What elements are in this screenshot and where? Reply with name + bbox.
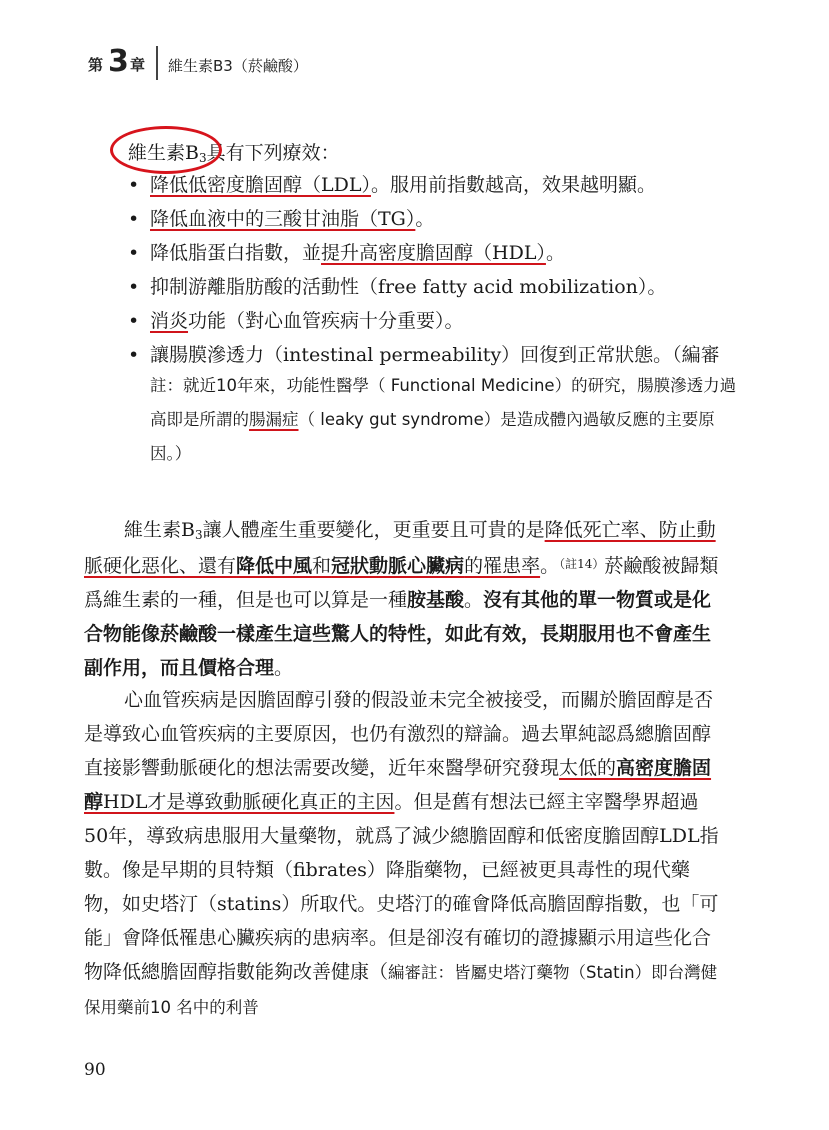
bullet-dot: • — [128, 208, 140, 230]
chapter-prefix: 第 — [88, 56, 104, 74]
benefit-text: 功能（對心血管疾病十分重要）。 — [188, 310, 464, 332]
p1-u1: 降低死亡率、防止動脈硬化惡化、還有 — [84, 519, 716, 577]
paragraph-1 — [84, 513, 720, 685]
bullet-dot: • — [128, 310, 140, 332]
benefit-text: 抑制游離脂肪酸的活動性（free fatty acid mobilization）。 — [150, 276, 667, 298]
p2-s2: 。但是舊有想法已經主宰醫學界超過50年，導致病患服用大量藥物，就爲了減少總膽固醇和低密度膽固醇LDL指數。像是早期的貝特類（fibrates）降脂藥物，已經被更具毒性的現代藥物，如史塔汀（statins）所取代。史塔汀的確會降低高膽固醇指數，也「可能」會降低罹患心臟疾病的患病率。但是卻沒有確切的證據顯示用這些化合物降低總膽固醇指數能夠改善健康（ — [84, 791, 719, 983]
benefit-text: 提升高密度膽固醇（HDL） — [321, 242, 546, 264]
p2-ub1: 高密度膽固醇 — [84, 757, 712, 813]
benefit-text: 。 — [545, 242, 565, 264]
benefit-item — [128, 171, 738, 205]
p2-s1: 心血管疾病是因膽固醇引發的假設並未完全被接受，而關於膽固醇是否是導致心血管疾病的主要原因，也仍有激烈的辯論。過去單純認爲總膽固醇直接影響動脈硬化的想法需要改變，近年來醫學研究發現 — [84, 689, 714, 779]
p1-s5: 。 — [464, 589, 484, 611]
p1-b1: 降低中風 — [236, 555, 313, 577]
page-number: 90 — [84, 1060, 106, 1080]
p2-u2: HDL才是導致動脈硬化真正的主因 — [103, 791, 395, 813]
p1-s1: 維生素B — [124, 519, 195, 541]
chapter-title: 維生素B3（菸鹼酸） — [168, 57, 308, 75]
header-divider — [156, 46, 158, 80]
intro-subscript: 3 — [198, 151, 207, 165]
bullet-dot: • — [128, 344, 140, 366]
benefit-text: 降低脂蛋白指數，並 — [150, 242, 322, 264]
bullet-dot: • — [128, 276, 140, 298]
chapter-number: 3 — [108, 44, 129, 79]
note-text: （ leaky gut syndrome）是造成體內過敏反應的主要原因。） — [150, 410, 715, 463]
note-text: 腸漏症 — [249, 410, 299, 429]
editor-note — [150, 369, 738, 471]
p1-s6: 。 — [274, 657, 294, 679]
p1-u3: 的罹患率 — [464, 555, 541, 577]
p2-u1: 太低的 — [559, 757, 617, 779]
benefit-text: 。服用前指數越高，效果越明顯。 — [370, 174, 656, 196]
intro-rest: 具有下列療效： — [206, 142, 340, 164]
benefit-item — [128, 307, 738, 341]
red-circle-annotation — [110, 126, 222, 174]
chapter-suffix: 章 — [130, 56, 146, 74]
benefit-text: 降低血液中的三酸甘油脂（TG） — [150, 208, 416, 230]
p1-b3: 胺基酸 — [407, 589, 465, 611]
benefit-text: 讓腸膜滲透力（intestinal permeability）回復到正常狀態。（編審 — [150, 344, 720, 366]
p1-u2: 和 — [312, 555, 332, 577]
intro-vitamin: 維生素B — [128, 142, 199, 164]
benefits-list — [128, 171, 738, 471]
bullet-dot: • — [128, 174, 140, 196]
benefit-item — [128, 239, 738, 273]
benefit-item — [128, 205, 738, 239]
paragraph-2 — [84, 683, 720, 1025]
p1-s4: 菸鹼酸被歸類爲維生素的一種，但是也可以算是一種 — [84, 555, 719, 611]
p1-b2: 冠狀動脈心臟病 — [331, 555, 465, 577]
benefit-item — [128, 273, 738, 307]
benefit-item — [128, 341, 738, 471]
p1-b4: 沒有其他的單一物質或是化合物能像菸鹼酸一樣產生這些驚人的特性，如此有效，長期服用也不會產生副作用，而且價格合理 — [84, 589, 712, 679]
benefit-text: 降低低密度膽固醇（LDL） — [150, 174, 371, 196]
p1-sub: 3 — [194, 528, 203, 542]
p1-s2: 讓人體產生重要變化，更重要且可貴的是 — [202, 519, 545, 541]
note-text: 註：就近10年來，功能性醫學（ Functional Medicine）的研究，腸膜滲透力過高即是所謂的 — [150, 376, 737, 429]
benefit-text: 消炎 — [150, 310, 189, 332]
citation-14: （註14） — [559, 557, 605, 571]
p2-editor-note: 編審註：皆屬史塔汀藥物（Statin）即台灣健保用藥前10 名中的利普 — [84, 963, 718, 1017]
bullet-dot: • — [128, 242, 140, 264]
chapter-header — [88, 46, 508, 80]
benefit-text: 。 — [415, 208, 435, 230]
p1-s3: 。 — [540, 555, 560, 577]
